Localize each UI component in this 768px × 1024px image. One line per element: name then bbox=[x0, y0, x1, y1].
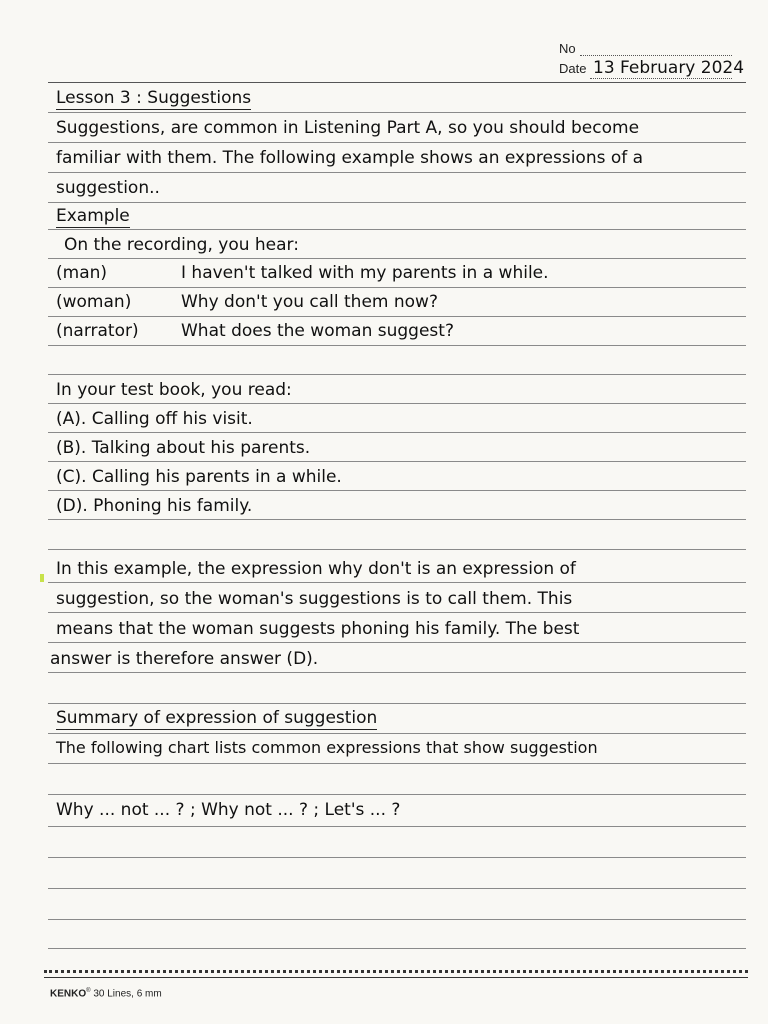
summary-heading: Summary of expression of suggestion bbox=[56, 708, 378, 728]
expressions-line: Why ... not ... ? ; Why not ... ? ; Let's ... ? bbox=[56, 800, 401, 820]
explanation-line-1: In this example, the expression why don't is an expression of bbox=[56, 559, 576, 579]
option-d: (D). Phoning his family. bbox=[56, 496, 253, 516]
recording-intro: On the recording, you hear: bbox=[64, 235, 299, 255]
ruled-line bbox=[48, 374, 746, 375]
brand-spec: 30 Lines, 6 mm bbox=[93, 988, 162, 1000]
ruled-line bbox=[48, 948, 746, 949]
example-heading: Example bbox=[56, 206, 130, 226]
speaker-line: Why don't you call them now? bbox=[181, 292, 438, 312]
ruled-line bbox=[48, 703, 746, 704]
date-value: 13 February 2024 bbox=[593, 58, 745, 78]
ruled-line bbox=[48, 112, 746, 113]
ruled-line bbox=[48, 642, 746, 643]
explanation-line-2: suggestion, so the woman's suggestions is to call them. This bbox=[56, 589, 573, 609]
summary-text: The following chart lists common expressions that show suggestion bbox=[56, 738, 598, 757]
ruled-line bbox=[48, 919, 746, 920]
dialogue-man bbox=[56, 263, 549, 283]
option-a: (A). Calling off his visit. bbox=[56, 409, 253, 429]
ruled-line bbox=[48, 461, 746, 462]
ruled-line bbox=[48, 258, 746, 259]
ruled-line bbox=[48, 549, 746, 550]
highlighter-mark bbox=[40, 574, 44, 582]
dialogue-woman bbox=[56, 292, 438, 312]
speaker-label: (narrator) bbox=[56, 321, 139, 341]
explanation-line-4: answer is therefore answer (D). bbox=[50, 649, 319, 669]
intro-line-1: Suggestions, are common in Listening Part A, so you should become bbox=[56, 118, 640, 138]
ruled-line bbox=[48, 403, 746, 404]
intro-line-2: familiar with them. The following example shows an expressions of a bbox=[56, 148, 644, 168]
lesson-title: Lesson 3 : Suggestions bbox=[56, 88, 252, 108]
ruled-line bbox=[48, 612, 746, 613]
ruled-line bbox=[48, 172, 746, 173]
ruled-line bbox=[48, 229, 746, 230]
ruled-line bbox=[48, 733, 746, 734]
test-book-intro: In your test book, you read: bbox=[56, 380, 292, 400]
ruled-line bbox=[48, 763, 746, 764]
ruled-line bbox=[48, 794, 746, 795]
ruled-line bbox=[48, 888, 746, 889]
ruled-line bbox=[48, 672, 746, 673]
ruled-line bbox=[48, 287, 746, 288]
ruled-line bbox=[48, 519, 746, 520]
ruled-line bbox=[48, 582, 746, 583]
speaker-line: I haven't talked with my parents in a while. bbox=[181, 263, 549, 283]
ruled-line bbox=[48, 490, 746, 491]
intro-line-3: suggestion.. bbox=[56, 178, 160, 198]
speaker-label: (man) bbox=[56, 263, 108, 283]
explanation-line-3: means that the woman suggests phoning his family. The best bbox=[56, 619, 580, 639]
dialogue-narrator bbox=[56, 321, 454, 341]
ruled-line bbox=[48, 432, 746, 433]
brand-imprint bbox=[50, 988, 162, 999]
brand-reg: ® bbox=[86, 988, 91, 994]
option-b: (B). Talking about his parents. bbox=[56, 438, 311, 458]
date-dotted-line bbox=[590, 78, 732, 79]
ruled-line bbox=[48, 142, 746, 143]
option-c: (C). Calling his parents in a while. bbox=[56, 467, 342, 487]
ruled-line bbox=[48, 202, 746, 203]
no-dotted-line bbox=[580, 55, 732, 56]
bottom-dotted-border bbox=[44, 970, 748, 973]
no-label: No bbox=[559, 41, 576, 56]
ruled-line bbox=[48, 826, 746, 827]
ruled-line bbox=[48, 857, 746, 858]
bottom-rule bbox=[44, 977, 748, 978]
date-label: Date bbox=[559, 61, 587, 76]
speaker-line: What does the woman suggest? bbox=[181, 321, 454, 341]
ruled-line bbox=[48, 316, 746, 317]
speaker-label: (woman) bbox=[56, 292, 132, 312]
top-rule bbox=[48, 82, 746, 83]
brand-name: KENKO bbox=[50, 988, 87, 1000]
ruled-line bbox=[48, 345, 746, 346]
